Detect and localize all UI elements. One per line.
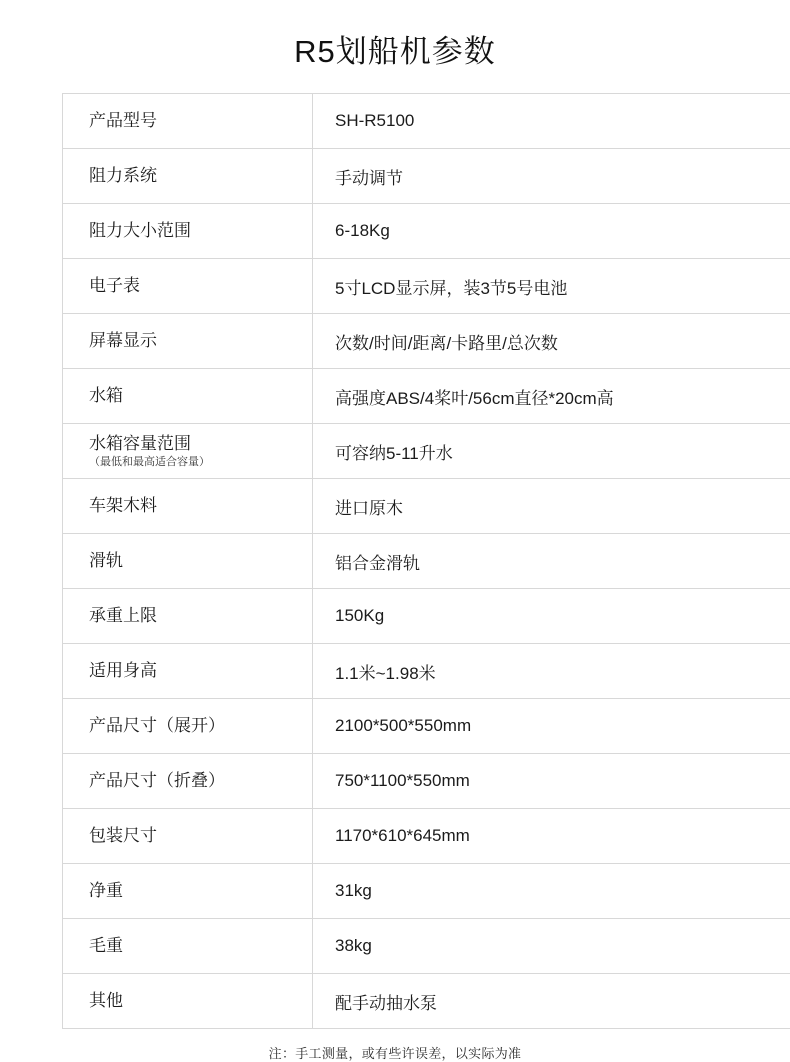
spec-label-text: 产品尺寸（折叠）	[89, 770, 304, 791]
spec-label-text: 水箱容量范围	[89, 433, 304, 454]
spec-label-text: 阻力大小范围	[89, 220, 304, 241]
table-row	[63, 864, 790, 919]
spec-value-cell: 2100*500*550mm	[313, 699, 790, 754]
spec-label-cell	[63, 864, 313, 919]
table-row	[63, 424, 790, 479]
spec-value-cell: 铝合金滑轨	[313, 534, 790, 589]
spec-label-cell	[63, 644, 313, 699]
spec-value-cell: 进口原木	[313, 479, 790, 534]
table-row	[63, 479, 790, 534]
spec-label-text: 其他	[89, 990, 304, 1011]
table-row	[63, 919, 790, 974]
spec-label-cell	[63, 589, 313, 644]
spec-label-cell	[63, 699, 313, 754]
spec-label-text: 产品尺寸（展开）	[89, 715, 304, 736]
spec-label-cell	[63, 919, 313, 974]
table-row	[63, 754, 790, 809]
spec-value-cell: 750*1100*550mm	[313, 754, 790, 809]
spec-label-text: 适用身高	[89, 660, 304, 681]
spec-value-cell: 1170*610*645mm	[313, 809, 790, 864]
spec-value-cell: 配手动抽水泵	[313, 974, 790, 1029]
table-row	[63, 699, 790, 754]
spec-label-text: 阻力系统	[89, 165, 304, 186]
table-row	[63, 534, 790, 589]
spec-label-text: 车架木料	[89, 495, 304, 516]
table-row	[63, 589, 790, 644]
spec-value-cell: 手动调节	[313, 149, 790, 204]
spec-label-cell	[63, 314, 313, 369]
spec-label-cell	[63, 809, 313, 864]
table-row	[63, 204, 790, 259]
spec-label-text: 电子表	[89, 275, 304, 296]
spec-label-text: 滑轨	[89, 550, 304, 571]
table-row	[63, 809, 790, 864]
spec-label-text: 承重上限	[89, 605, 304, 626]
spec-label-subtext: （最低和最高适合容量）	[89, 455, 304, 469]
specification-table	[62, 93, 790, 1029]
spec-table-container	[0, 93, 790, 1029]
table-row	[63, 644, 790, 699]
spec-label-cell	[63, 974, 313, 1029]
spec-value-cell: 38kg	[313, 919, 790, 974]
spec-value-cell: 次数/时间/距离/卡路里/总次数	[313, 314, 790, 369]
spec-value-cell: 31kg	[313, 864, 790, 919]
spec-value-cell: 可容纳5-11升水	[313, 424, 790, 479]
table-row	[63, 259, 790, 314]
table-row	[63, 369, 790, 424]
spec-label-cell	[63, 259, 313, 314]
spec-label-cell	[63, 479, 313, 534]
measurement-footnote: 注：手工测量，或有些许误差，以实际为准	[0, 1029, 790, 1062]
spec-label-cell	[63, 204, 313, 259]
spec-label-text: 水箱	[89, 385, 304, 406]
spec-value-cell: 150Kg	[313, 589, 790, 644]
spec-label-text: 毛重	[89, 935, 304, 956]
spec-label-cell	[63, 149, 313, 204]
spec-value-cell: 高强度ABS/4桨叶/56cm直径*20cm高	[313, 369, 790, 424]
spec-label-cell	[63, 754, 313, 809]
table-row	[63, 974, 790, 1029]
table-row	[63, 314, 790, 369]
spec-label-text: 净重	[89, 880, 304, 901]
spec-label-text: 产品型号	[89, 110, 304, 131]
table-row	[63, 149, 790, 204]
spec-label-cell	[63, 94, 313, 149]
page-title: R5划船机参数	[0, 0, 790, 93]
spec-label-cell	[63, 534, 313, 589]
spec-label-cell	[63, 369, 313, 424]
table-row	[63, 94, 790, 149]
spec-table-body	[63, 94, 790, 1029]
spec-label-text: 包装尺寸	[89, 825, 304, 846]
spec-value-cell: 6-18Kg	[313, 204, 790, 259]
spec-value-cell: 1.1米~1.98米	[313, 644, 790, 699]
spec-label-cell	[63, 424, 313, 479]
spec-value-cell: SH-R5100	[313, 94, 790, 149]
spec-value-cell: 5寸LCD显示屏，装3节5号电池	[313, 259, 790, 314]
spec-label-text: 屏幕显示	[89, 330, 304, 351]
